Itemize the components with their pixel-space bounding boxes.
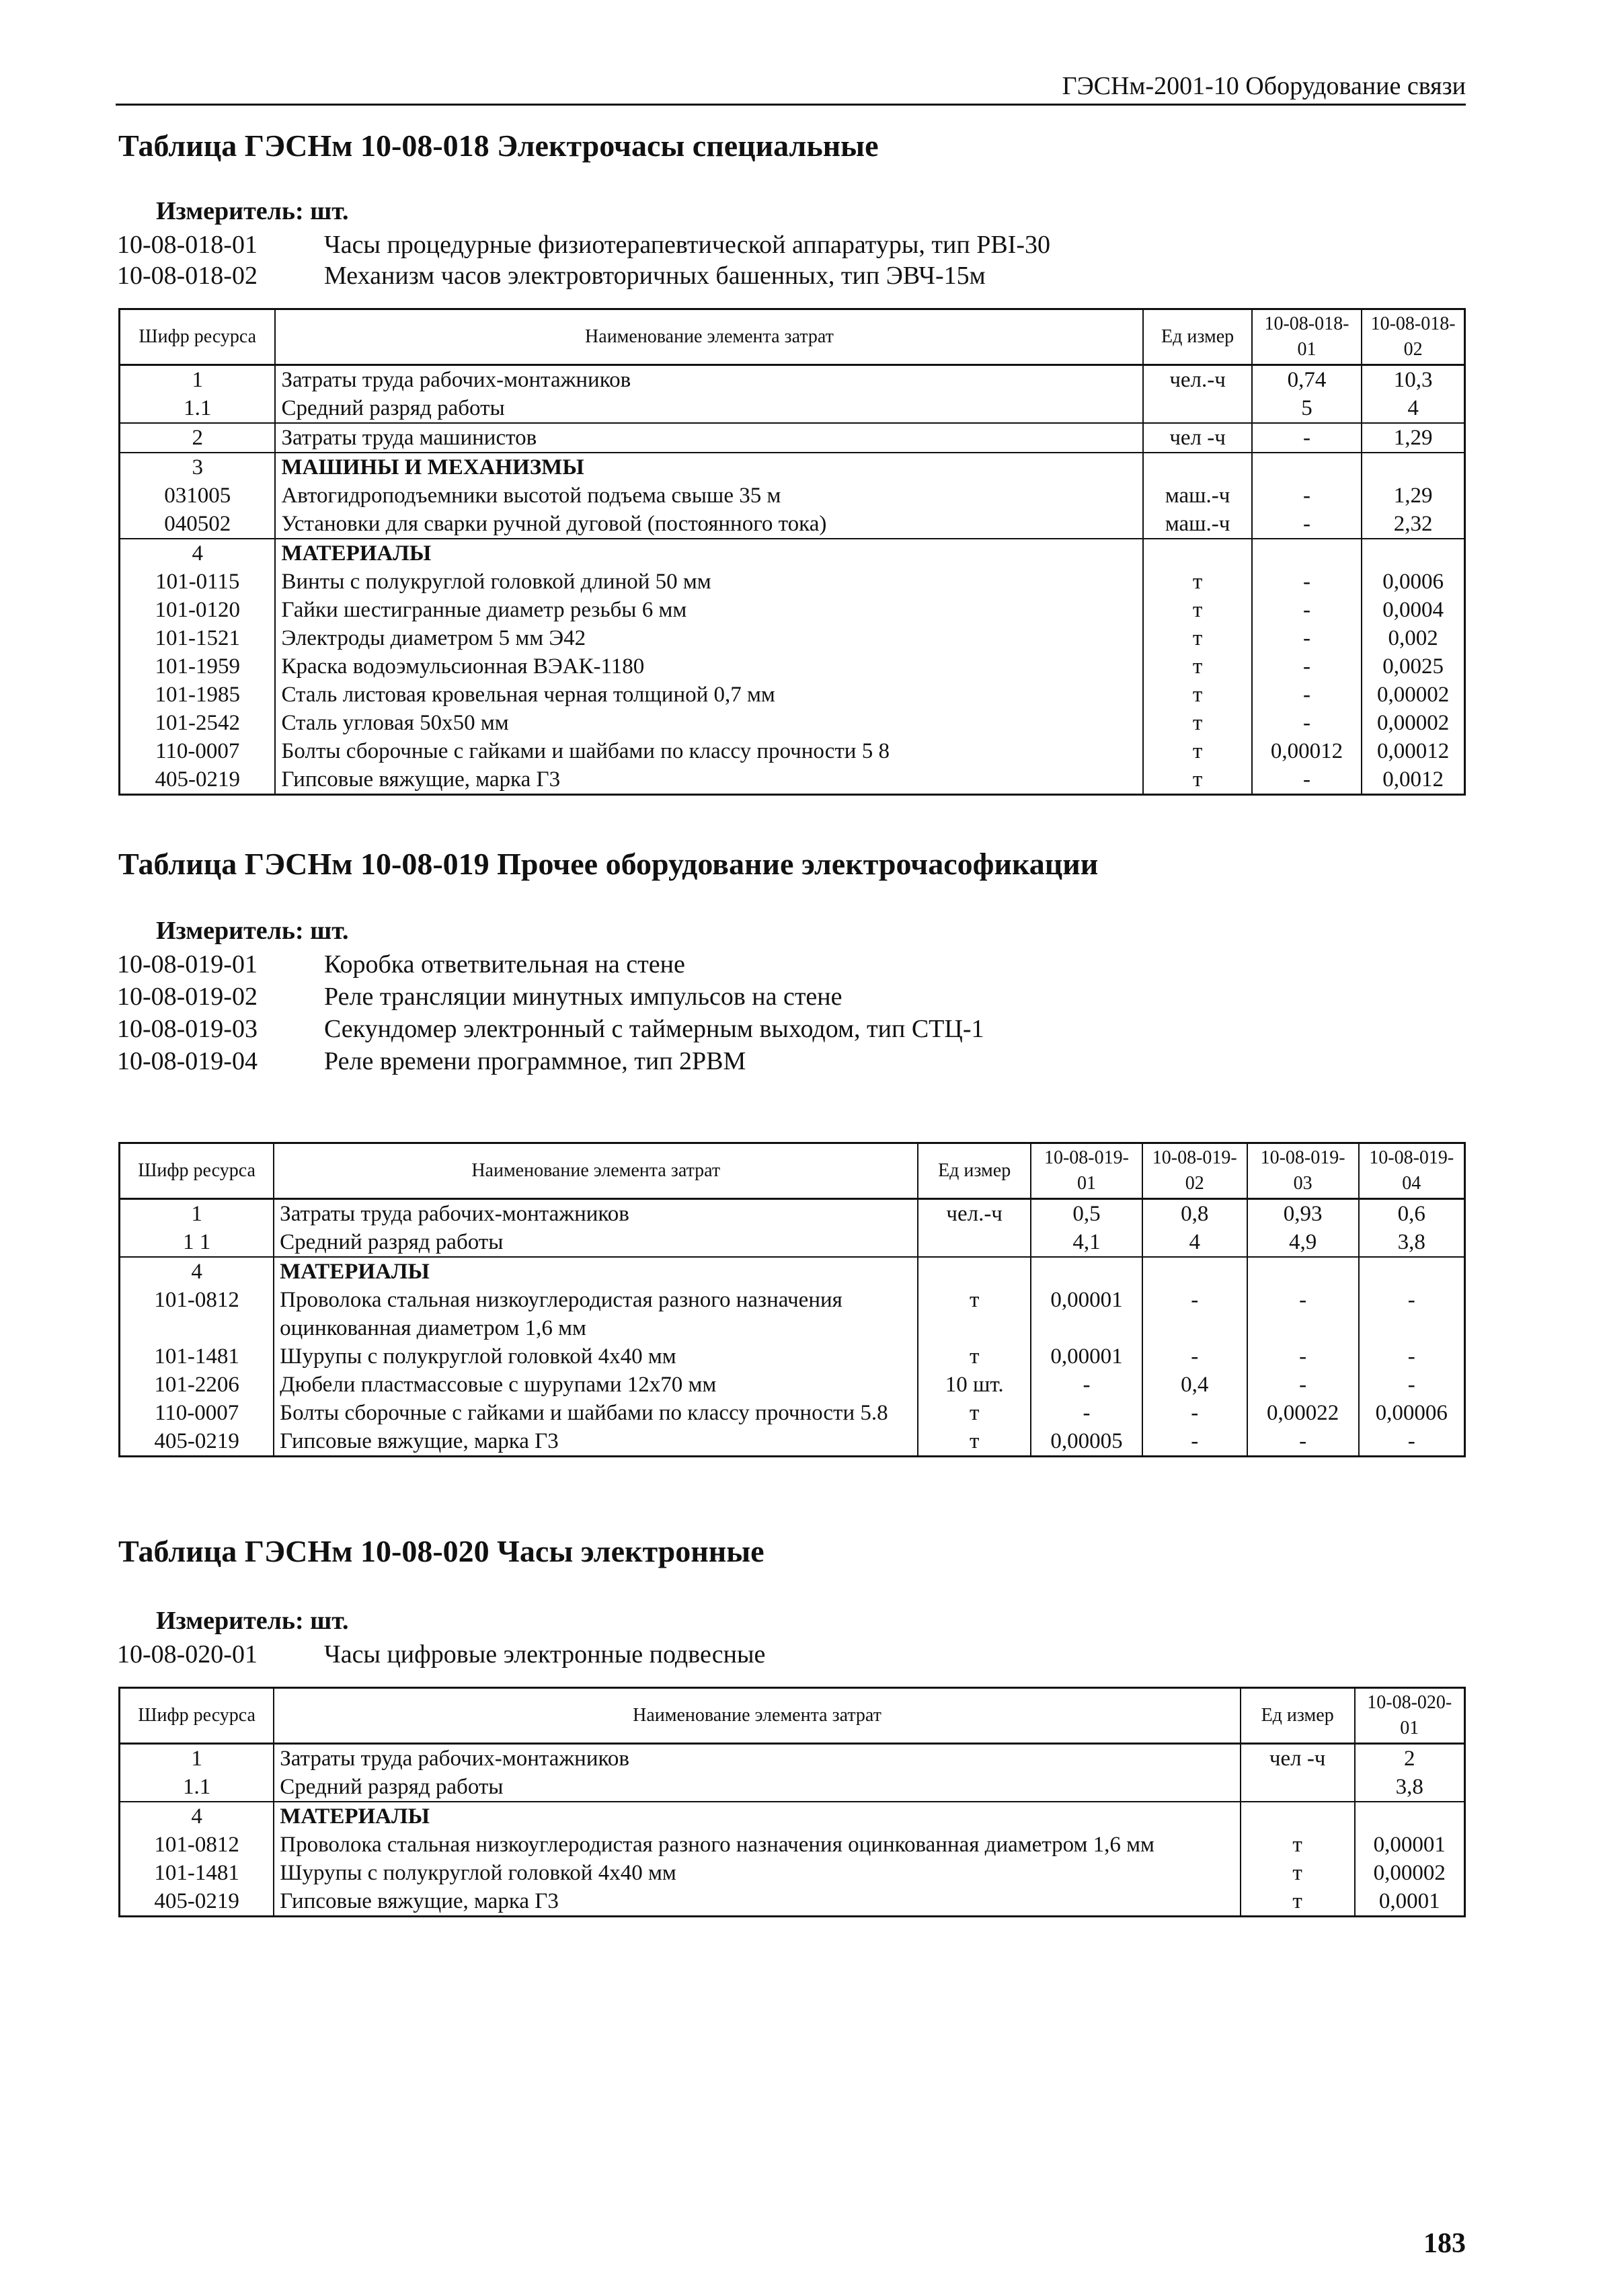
cost-element-cell: МАТЕРИАЛЫ (275, 539, 1143, 568)
value-cell: 0,00002 (1362, 709, 1464, 737)
table-018-item (117, 230, 1050, 260)
table-020-measure (156, 1606, 349, 1636)
table-018-item (117, 261, 986, 291)
column-header: 10-08-020-01 (1355, 1688, 1465, 1744)
table-row (120, 1257, 1465, 1286)
cost-element-cell: Средний разряд работы (275, 394, 1143, 423)
table-row (120, 423, 1465, 453)
resource-code-cell: 3 (120, 453, 276, 482)
unit-cell (1241, 1773, 1355, 1802)
value-cell: 0,0006 (1362, 568, 1464, 596)
resource-code-cell: 101-2206 (120, 1371, 274, 1399)
measure-label: Измеритель: (156, 197, 304, 225)
value-cell (1247, 1257, 1359, 1286)
table-row (120, 624, 1465, 652)
value-cell: - (1031, 1399, 1142, 1427)
value-cell: 0,00002 (1355, 1859, 1465, 1887)
value-cell: - (1142, 1286, 1247, 1342)
value-cell (1362, 453, 1464, 482)
cost-element-cell: МАТЕРИАЛЫ (274, 1257, 918, 1286)
value-cell: - (1142, 1399, 1247, 1427)
column-header: 10-08-018-01 (1252, 309, 1362, 365)
unit-cell (918, 1257, 1031, 1286)
cost-element-cell: Автогидроподъемники высотой подъема свыше 35 м (275, 482, 1143, 510)
value-cell: 0,5 (1031, 1199, 1142, 1229)
resource-code-cell: 1.1 (120, 394, 276, 423)
value-cell: - (1252, 681, 1362, 709)
column-header: Наименование элемента затрат (274, 1143, 918, 1199)
measure-label: Измеритель: (156, 1607, 304, 1635)
value-cell: - (1359, 1342, 1465, 1371)
column-header: Ед измер (1143, 309, 1251, 365)
unit-cell: т (1143, 765, 1251, 795)
table-header-row (120, 309, 1465, 365)
cost-element-cell: Гипсовые вяжущие, марка Г3 (275, 765, 1143, 795)
value-cell: 2 (1355, 1744, 1465, 1773)
value-cell: - (1359, 1286, 1465, 1342)
item-text: Коробка ответвительная на стене (324, 950, 685, 979)
value-cell: 4 (1362, 394, 1464, 423)
table-row (120, 765, 1465, 795)
cost-element-cell: МАШИНЫ И МЕХАНИЗМЫ (275, 453, 1143, 482)
column-header: Шифр ресурса (120, 1143, 274, 1199)
value-cell: 0,0025 (1362, 652, 1464, 681)
value-cell: - (1252, 482, 1362, 510)
cost-element-cell: Гипсовые вяжущие, марка Г3 (274, 1887, 1241, 1917)
item-text: Часы цифровые электронные подвесные (324, 1640, 766, 1669)
table-020 (118, 1687, 1466, 1917)
value-cell: 0,93 (1247, 1199, 1359, 1229)
table-header-row (120, 1143, 1465, 1199)
item-text: Секундомер электронный с таймерным выходом, тип СТЦ-1 (324, 1015, 984, 1043)
column-header: 10-08-019-01 (1031, 1143, 1142, 1199)
table-row (120, 1744, 1465, 1773)
unit-cell: т (1143, 681, 1251, 709)
unit-cell (1143, 453, 1251, 482)
table-row (120, 1859, 1465, 1887)
resource-code-cell: 101-0115 (120, 568, 276, 596)
value-cell (1355, 1802, 1465, 1831)
value-cell: 10,3 (1362, 365, 1464, 395)
value-cell: 4,1 (1031, 1228, 1142, 1257)
value-cell: 5 (1252, 394, 1362, 423)
value-cell: 0,00022 (1247, 1399, 1359, 1427)
resource-code-cell: 101-1481 (120, 1859, 274, 1887)
table-row (120, 1427, 1465, 1457)
value-cell: 0,00012 (1362, 737, 1464, 765)
value-cell: - (1247, 1371, 1359, 1399)
table-row (120, 681, 1465, 709)
column-header: 10-08-018-02 (1362, 309, 1464, 365)
value-cell: 0,00001 (1031, 1342, 1142, 1371)
resource-code-cell: 1 1 (120, 1228, 274, 1257)
value-cell: - (1031, 1371, 1142, 1399)
item-code: 10-08-019-02 (117, 983, 258, 1011)
table-row (120, 709, 1465, 737)
column-header: Шифр ресурса (120, 1688, 274, 1744)
table-row (120, 1371, 1465, 1399)
item-text: Часы процедурные физиотерапевтической аппаратуры, тип РВI-30 (324, 231, 1050, 259)
column-header: 10-08-019-04 (1359, 1143, 1465, 1199)
resource-code-cell: 101-0120 (120, 596, 276, 624)
unit-cell: т (1143, 709, 1251, 737)
resource-code-cell: 405-0219 (120, 1887, 274, 1917)
resource-code-cell: 101-1481 (120, 1342, 274, 1371)
value-cell: 0,00005 (1031, 1427, 1142, 1457)
item-code: 10-08-020-01 (117, 1640, 258, 1669)
value-cell: 3,8 (1355, 1773, 1465, 1802)
value-cell: 3,8 (1359, 1228, 1465, 1257)
unit-cell: т (1143, 737, 1251, 765)
cost-element-cell: Болты сборочные с гайками и шайбами по классу прочности 5 8 (275, 737, 1143, 765)
value-cell: - (1359, 1427, 1465, 1457)
value-cell: - (1142, 1342, 1247, 1371)
table-row (120, 1802, 1465, 1831)
item-code: 10-08-019-01 (117, 950, 258, 979)
cost-element-cell: Средний разряд работы (274, 1773, 1241, 1802)
cost-element-cell: Затраты труда рабочих-монтажников (274, 1199, 918, 1229)
resource-code-cell: 040502 (120, 510, 276, 539)
cost-element-cell: Гайки шестигранные диаметр резьбы 6 мм (275, 596, 1143, 624)
resource-code-cell: 110-0007 (120, 1399, 274, 1427)
unit-cell: т (918, 1399, 1031, 1427)
value-cell (1252, 453, 1362, 482)
table-020-title: Таблица ГЭСНм 10-08-020 Часы электронные (118, 1534, 765, 1568)
value-cell: 0,4 (1142, 1371, 1247, 1399)
table-row (120, 539, 1465, 568)
table-row (120, 1286, 1465, 1342)
value-cell: 0,8 (1142, 1199, 1247, 1229)
value-cell: 0,00002 (1362, 681, 1464, 709)
unit-cell: т (1241, 1887, 1355, 1917)
value-cell: - (1252, 765, 1362, 795)
resource-code-cell: 101-1959 (120, 652, 276, 681)
resource-code-cell: 4 (120, 1257, 274, 1286)
unit-cell: т (918, 1427, 1031, 1457)
cost-element-cell: Гипсовые вяжущие, марка Г3 (274, 1427, 918, 1457)
unit-cell: чел -ч (1241, 1744, 1355, 1773)
table-header-row (120, 1688, 1465, 1744)
value-cell: - (1252, 568, 1362, 596)
item-code: 10-08-019-04 (117, 1047, 258, 1075)
item-text: Реле времени программное, тип 2РВМ (324, 1047, 746, 1075)
resource-code-cell: 101-1985 (120, 681, 276, 709)
unit-cell: т (1143, 652, 1251, 681)
measure-unit: шт. (310, 1607, 349, 1635)
value-cell: - (1359, 1371, 1465, 1399)
table-row (120, 1773, 1465, 1802)
resource-code-cell: 101-0812 (120, 1286, 274, 1342)
resource-code-cell: 1 (120, 1199, 274, 1229)
unit-cell (1143, 394, 1251, 423)
value-cell: 4,9 (1247, 1228, 1359, 1257)
unit-cell: т (1143, 568, 1251, 596)
item-text: Механизм часов электровторичных башенных, тип ЭВЧ-15м (324, 262, 986, 290)
table-row (120, 510, 1465, 539)
resource-code-cell: 101-0812 (120, 1831, 274, 1859)
resource-code-cell: 2 (120, 423, 276, 453)
cost-element-cell: Проволока стальная низкоуглеродистая разного назначения оцинкованная диаметром 1,6 мм (274, 1831, 1241, 1859)
table-row (120, 1199, 1465, 1229)
resource-code-cell: 1 (120, 365, 276, 395)
table-row (120, 394, 1465, 423)
unit-cell: т (1143, 624, 1251, 652)
table-row (120, 482, 1465, 510)
value-cell: 1,29 (1362, 482, 1464, 510)
value-cell: - (1142, 1427, 1247, 1457)
cost-element-cell: Краска водоэмульсионная ВЭАК-1180 (275, 652, 1143, 681)
value-cell: - (1252, 510, 1362, 539)
running-header (116, 70, 1466, 106)
value-cell (1252, 539, 1362, 568)
column-header: Наименование элемента затрат (275, 309, 1143, 365)
table-019 (118, 1142, 1466, 1457)
value-cell: 0,0004 (1362, 596, 1464, 624)
resource-code-cell: 031005 (120, 482, 276, 510)
table-020-item (117, 1640, 765, 1669)
cost-element-cell: Болты сборочные с гайками и шайбами по классу прочности 5.8 (274, 1399, 918, 1427)
value-cell: 1,29 (1362, 423, 1464, 453)
table-row (120, 1228, 1465, 1257)
table-019-item (117, 1014, 984, 1044)
unit-cell (918, 1228, 1031, 1257)
value-cell (1031, 1257, 1142, 1286)
table-row (120, 568, 1465, 596)
value-cell: - (1252, 709, 1362, 737)
resource-code-cell: 110-0007 (120, 737, 276, 765)
value-cell: 0,00001 (1355, 1831, 1465, 1859)
cost-element-cell: Шурупы с полукруглой головкой 4х40 мм (274, 1342, 918, 1371)
table-018-measure (156, 196, 349, 226)
value-cell: - (1252, 652, 1362, 681)
resource-code-cell: 405-0219 (120, 1427, 274, 1457)
column-header: Наименование элемента затрат (274, 1688, 1241, 1744)
resource-code-cell: 101-1521 (120, 624, 276, 652)
page-number: 183 (1423, 2228, 1466, 2259)
value-cell: 0,0001 (1355, 1887, 1465, 1917)
cost-element-cell: Дюбели пластмассовые с шурупами 12х70 мм (274, 1371, 918, 1399)
table-019-item (117, 982, 842, 1011)
resource-code-cell: 4 (120, 1802, 274, 1831)
unit-cell: 10 шт. (918, 1371, 1031, 1399)
value-cell: 0,74 (1252, 365, 1362, 395)
column-header: 10-08-019-02 (1142, 1143, 1247, 1199)
cost-element-cell: Затраты труда рабочих-монтажников (275, 365, 1143, 395)
cost-element-cell: Винты с полукруглой головкой длиной 50 мм (275, 568, 1143, 596)
value-cell: 2,32 (1362, 510, 1464, 539)
column-header: Ед измер (918, 1143, 1031, 1199)
item-code: 10-08-018-01 (117, 231, 258, 259)
value-cell: 0,6 (1359, 1199, 1465, 1229)
value-cell (1362, 539, 1464, 568)
value-cell: 4 (1142, 1228, 1247, 1257)
column-header: Шифр ресурса (120, 309, 276, 365)
value-cell: 0,00006 (1359, 1399, 1465, 1427)
table-row (120, 737, 1465, 765)
table-019-measure (156, 916, 349, 946)
item-text: Реле трансляции минутных импульсов на стене (324, 983, 842, 1011)
measure-label: Измеритель: (156, 917, 304, 945)
value-cell: - (1252, 624, 1362, 652)
unit-cell: т (918, 1286, 1031, 1342)
cost-element-cell: Установки для сварки ручной дуговой (постоянного тока) (275, 510, 1143, 539)
unit-cell: маш.-ч (1143, 510, 1251, 539)
resource-code-cell: 101-2542 (120, 709, 276, 737)
value-cell: - (1247, 1286, 1359, 1342)
unit-cell: чел.-ч (1143, 365, 1251, 395)
value-cell: - (1252, 423, 1362, 453)
table-row (120, 596, 1465, 624)
value-cell (1359, 1257, 1465, 1286)
unit-cell: т (1241, 1831, 1355, 1859)
resource-code-cell: 405-0219 (120, 765, 276, 795)
unit-cell: маш.-ч (1143, 482, 1251, 510)
unit-cell: чел.-ч (918, 1199, 1031, 1229)
column-header: Ед измер (1241, 1688, 1355, 1744)
table-018-title: Таблица ГЭСНм 10-08-018 Электрочасы специальные (118, 128, 879, 163)
table-row (120, 1399, 1465, 1427)
table-row (120, 1342, 1465, 1371)
value-cell: 0,00001 (1031, 1286, 1142, 1342)
unit-cell: т (1241, 1859, 1355, 1887)
cost-element-cell: Средний разряд работы (274, 1228, 918, 1257)
table-row (120, 652, 1465, 681)
unit-cell: т (1143, 596, 1251, 624)
cost-element-cell: МАТЕРИАЛЫ (274, 1802, 1241, 1831)
running-header-text: ГЭСНм-2001-10 Оборудование связи (1062, 72, 1466, 100)
column-header: 10-08-019-03 (1247, 1143, 1359, 1199)
value-cell: 0,002 (1362, 624, 1464, 652)
resource-code-cell: 4 (120, 539, 276, 568)
table-row (120, 365, 1465, 395)
table-row (120, 1887, 1465, 1917)
measure-unit: шт. (310, 197, 349, 225)
item-code: 10-08-019-03 (117, 1015, 258, 1043)
unit-cell (1241, 1802, 1355, 1831)
cost-element-cell: Сталь угловая 50х50 мм (275, 709, 1143, 737)
item-code: 10-08-018-02 (117, 262, 258, 290)
unit-cell: т (918, 1342, 1031, 1371)
cost-element-cell: Проволока стальная низкоуглеродистая разного назначения оцинкованная диаметром 1,6 мм (274, 1286, 918, 1342)
table-row (120, 1831, 1465, 1859)
table-row (120, 453, 1465, 482)
table-019-title: Таблица ГЭСНм 10-08-019 Прочее оборудование электрочасофикации (118, 847, 1099, 881)
cost-element-cell: Шурупы с полукруглой головкой 4х40 мм (274, 1859, 1241, 1887)
value-cell: - (1252, 596, 1362, 624)
value-cell: 0,00012 (1252, 737, 1362, 765)
measure-unit: шт. (310, 917, 349, 945)
unit-cell: чел -ч (1143, 423, 1251, 453)
cost-element-cell: Электроды диаметром 5 мм Э42 (275, 624, 1143, 652)
resource-code-cell: 1.1 (120, 1773, 274, 1802)
resource-code-cell: 1 (120, 1744, 274, 1773)
cost-element-cell: Затраты труда рабочих-монтажников (274, 1744, 1241, 1773)
unit-cell (1143, 539, 1251, 568)
value-cell: - (1247, 1342, 1359, 1371)
value-cell (1142, 1257, 1247, 1286)
value-cell: 0,0012 (1362, 765, 1464, 795)
cost-element-cell: Затраты труда машинистов (275, 423, 1143, 453)
table-019-item (117, 950, 685, 979)
value-cell: - (1247, 1427, 1359, 1457)
table-018 (118, 308, 1466, 796)
table-019-item (117, 1046, 746, 1076)
cost-element-cell: Сталь листовая кровельная черная толщиной 0,7 мм (275, 681, 1143, 709)
